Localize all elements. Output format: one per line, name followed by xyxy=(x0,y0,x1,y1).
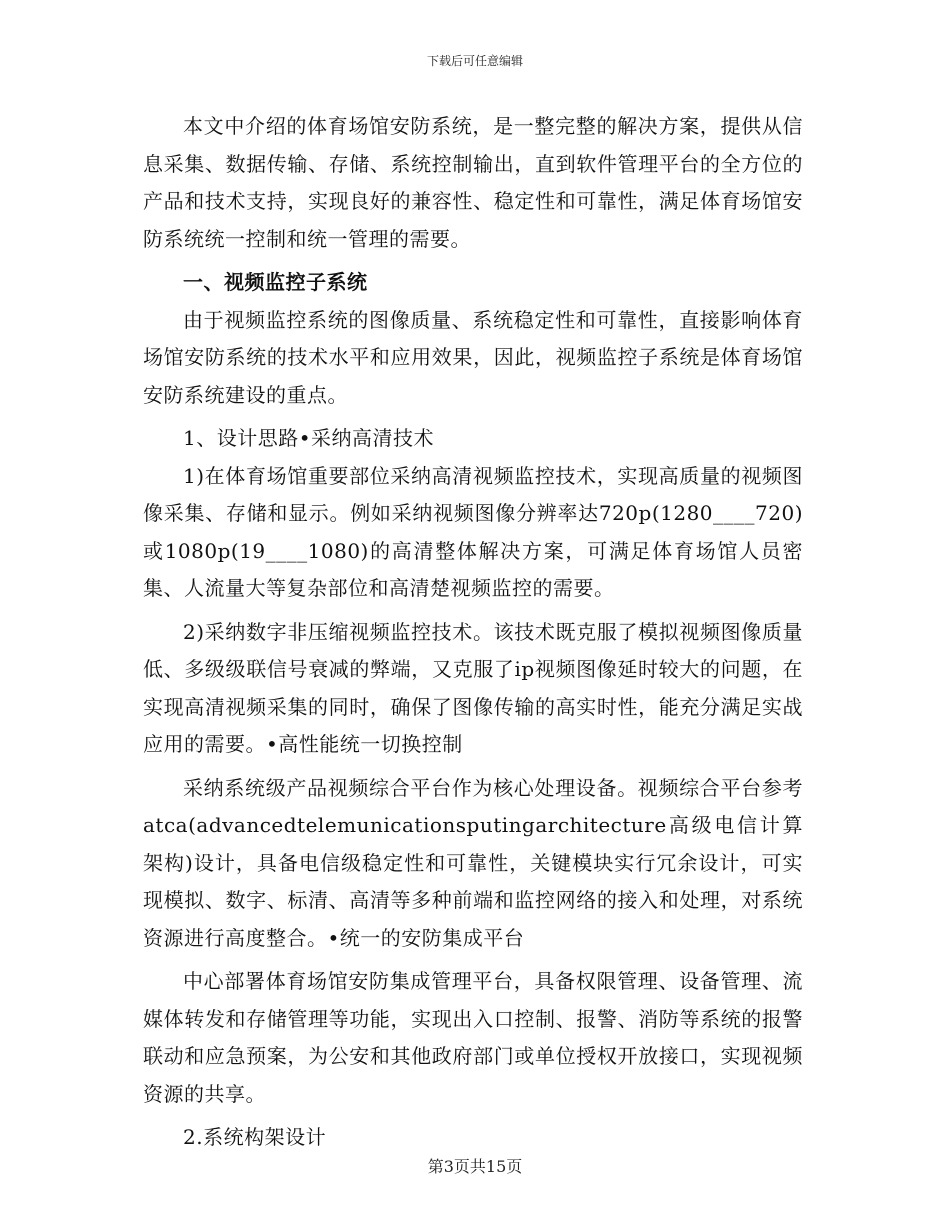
document-body xyxy=(143,108,803,1157)
subsection-title-design: 1、设计思路•采纳高清技术 xyxy=(183,426,435,450)
point-1-paragraph: 1)在体育场馆重要部位采纳高清视频监控技术，实现高质量的视频图像采集、存储和显示。例如采纳视频图像分辨率达720p(1280____720)或1080p(19____1080)的高清整体解决方案，可满足体育场馆人员密集、人流量大等复杂部位和高清楚视频监控的需要。 xyxy=(143,463,803,600)
point-2-paragraph: 2)采纳数字非压缩视频监控技术。该技术既克服了模拟视频图像质量低、多级级联信号衰减的弊端，又克服了ip视频图像延时较大的问题，在实现高清视频采集的同时，确保了图像传输的高实时性，能充分满足实战应用的需要。•高性能统一切换控制 xyxy=(143,619,803,756)
section-intro-paragraph: 由于视频监控系统的图像质量、系统稳定性和可靠性，直接影响体育场馆安防系统的技术水平和应用效果，因此，视频监控子系统是体育场馆安防系统建设的重点。 xyxy=(143,307,803,407)
page-header-note: 下载后可任意编辑 xyxy=(426,54,523,68)
subsection-title-architecture: 2.系统构架设计 xyxy=(183,1125,327,1149)
section-title-video-surveillance: 一、视频监控子系统 xyxy=(183,270,368,294)
center-paragraph: 中心部署体育场馆安防集成管理平台，具备权限管理、设备管理、流媒体转发和存储管理等功能，实现出入口控制、报警、消防等系统的报警联动和应急预案，为公安和其他政府部门或单位授权开放接口，实现视频资源的共享。 xyxy=(143,969,803,1106)
intro-paragraph: 本文中介绍的体育场馆安防系统，是一整完整的解决方案，提供从信息采集、数据传输、存储、系统控制输出，直到软件管理平台的全方位的产品和技术支持，实现良好的兼容性、稳定性和可靠性，满足体育场馆安防系统统一控制和统一管理的需要。 xyxy=(143,114,803,251)
platform-paragraph: 采纳系统级产品视频综合平台作为核心处理设备。视频综合平台参考atca(advancedtelemunicationsputingarchitecture高级电信计算架构)设计，具备电信级稳定性和可靠性，关键模块实行冗余设计，可实现模拟、数字、标清、高清等多种前端和监控网络的接入和处理，对系统资源进行高度整合。•统一的安防集成平台 xyxy=(143,775,803,950)
page-number-footer: 第3页共15页 xyxy=(427,1157,523,1176)
